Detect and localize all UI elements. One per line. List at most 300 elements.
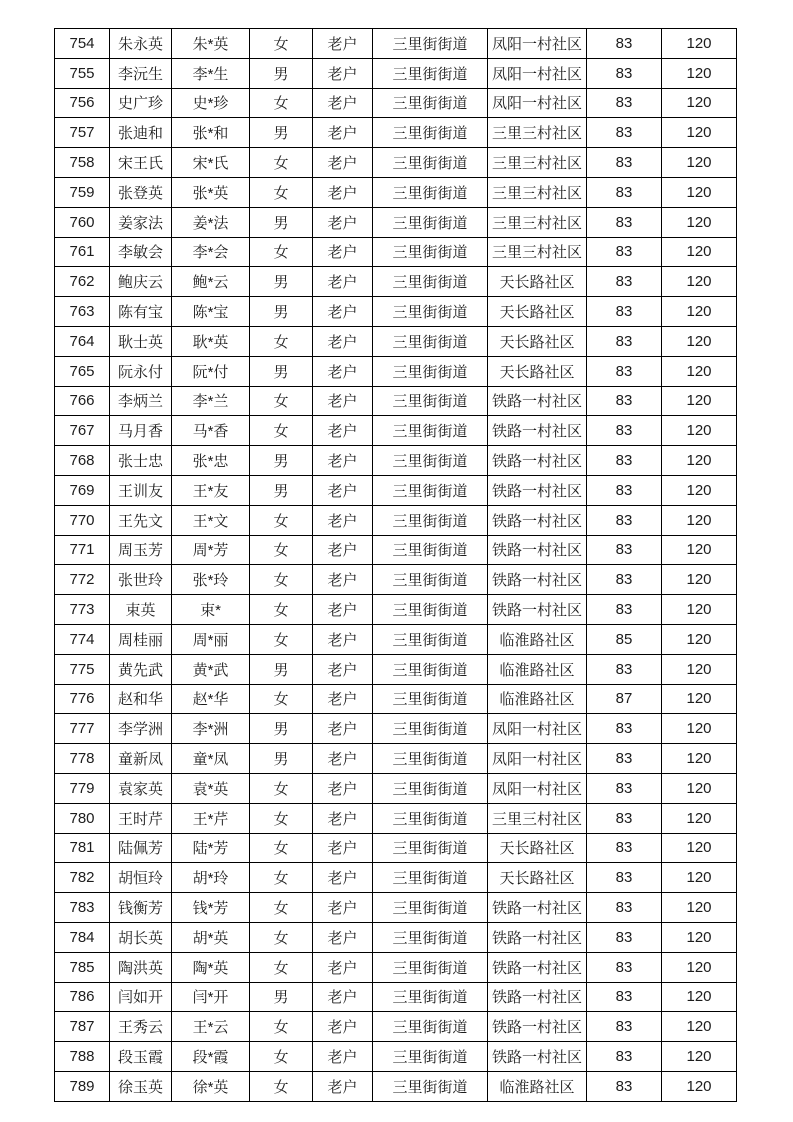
row-no-cell: 765	[55, 356, 110, 386]
community-cell: 三里三村社区	[488, 237, 587, 267]
value1-cell: 83	[587, 863, 662, 893]
masked-name-cell: 陆*芳	[172, 833, 250, 863]
name-cell: 段玉霞	[110, 1042, 172, 1072]
masked-name-cell: 张*玲	[172, 565, 250, 595]
row-no-cell: 756	[55, 88, 110, 118]
household-type-cell: 老户	[313, 595, 373, 625]
name-cell: 张登英	[110, 177, 172, 207]
name-cell: 王秀云	[110, 1012, 172, 1042]
value2-cell: 120	[662, 1042, 737, 1072]
community-cell: 天长路社区	[488, 833, 587, 863]
table-row	[55, 58, 737, 88]
street-cell: 三里街街道	[373, 624, 488, 654]
masked-name-cell: 耿*英	[172, 326, 250, 356]
gender-cell: 男	[250, 297, 313, 327]
street-cell: 三里街街道	[373, 446, 488, 476]
name-cell: 王先文	[110, 505, 172, 535]
masked-name-cell: 闫*开	[172, 982, 250, 1012]
value2-cell: 120	[662, 475, 737, 505]
gender-cell: 女	[250, 386, 313, 416]
street-cell: 三里街街道	[373, 267, 488, 297]
name-cell: 宋王氏	[110, 148, 172, 178]
community-cell: 凤阳一村社区	[488, 58, 587, 88]
masked-name-cell: 马*香	[172, 416, 250, 446]
value1-cell: 83	[587, 416, 662, 446]
household-type-cell: 老户	[313, 267, 373, 297]
household-type-cell: 老户	[313, 386, 373, 416]
table-row	[55, 833, 737, 863]
table-row	[55, 267, 737, 297]
household-type-cell: 老户	[313, 1071, 373, 1101]
gender-cell: 男	[250, 118, 313, 148]
row-no-cell: 789	[55, 1071, 110, 1101]
masked-name-cell: 钱*芳	[172, 893, 250, 923]
table-row	[55, 118, 737, 148]
street-cell: 三里街街道	[373, 1012, 488, 1042]
value2-cell: 120	[662, 654, 737, 684]
value2-cell: 120	[662, 624, 737, 654]
household-type-cell: 老户	[313, 803, 373, 833]
masked-name-cell: 张*英	[172, 177, 250, 207]
name-cell: 李敏会	[110, 237, 172, 267]
row-no-cell: 766	[55, 386, 110, 416]
street-cell: 三里街街道	[373, 88, 488, 118]
value1-cell: 87	[587, 684, 662, 714]
gender-cell: 女	[250, 1012, 313, 1042]
value1-cell: 83	[587, 118, 662, 148]
value2-cell: 120	[662, 714, 737, 744]
row-no-cell: 779	[55, 773, 110, 803]
row-no-cell: 769	[55, 475, 110, 505]
row-no-cell: 770	[55, 505, 110, 535]
community-cell: 铁路一村社区	[488, 475, 587, 505]
community-cell: 凤阳一村社区	[488, 744, 587, 774]
street-cell: 三里街街道	[373, 386, 488, 416]
gender-cell: 男	[250, 982, 313, 1012]
value1-cell: 83	[587, 922, 662, 952]
table-row	[55, 714, 737, 744]
gender-cell: 女	[250, 177, 313, 207]
community-cell: 铁路一村社区	[488, 595, 587, 625]
name-cell: 朱永英	[110, 29, 172, 59]
row-no-cell: 774	[55, 624, 110, 654]
masked-name-cell: 周*丽	[172, 624, 250, 654]
masked-name-cell: 李*会	[172, 237, 250, 267]
value1-cell: 83	[587, 654, 662, 684]
masked-name-cell: 胡*英	[172, 922, 250, 952]
community-cell: 三里三村社区	[488, 207, 587, 237]
community-cell: 铁路一村社区	[488, 1012, 587, 1042]
value1-cell: 83	[587, 565, 662, 595]
name-cell: 陶洪英	[110, 952, 172, 982]
row-no-cell: 786	[55, 982, 110, 1012]
household-type-cell: 老户	[313, 744, 373, 774]
name-cell: 胡长英	[110, 922, 172, 952]
row-no-cell: 781	[55, 833, 110, 863]
table-row	[55, 654, 737, 684]
table-row	[55, 952, 737, 982]
name-cell: 鲍庆云	[110, 267, 172, 297]
name-cell: 李学洲	[110, 714, 172, 744]
gender-cell: 女	[250, 1071, 313, 1101]
masked-name-cell: 阮*付	[172, 356, 250, 386]
gender-cell: 女	[250, 535, 313, 565]
row-no-cell: 771	[55, 535, 110, 565]
community-cell: 三里三村社区	[488, 803, 587, 833]
value2-cell: 120	[662, 207, 737, 237]
value1-cell: 83	[587, 833, 662, 863]
street-cell: 三里街街道	[373, 207, 488, 237]
value2-cell: 120	[662, 386, 737, 416]
table-row	[55, 177, 737, 207]
masked-name-cell: 段*霞	[172, 1042, 250, 1072]
street-cell: 三里街街道	[373, 744, 488, 774]
table-row	[55, 416, 737, 446]
name-cell: 姜家法	[110, 207, 172, 237]
table-row	[55, 237, 737, 267]
community-cell: 临淮路社区	[488, 1071, 587, 1101]
masked-name-cell: 张*忠	[172, 446, 250, 476]
name-cell: 王训友	[110, 475, 172, 505]
community-cell: 凤阳一村社区	[488, 88, 587, 118]
value1-cell: 83	[587, 595, 662, 625]
masked-name-cell: 陶*英	[172, 952, 250, 982]
community-cell: 天长路社区	[488, 356, 587, 386]
street-cell: 三里街街道	[373, 177, 488, 207]
value2-cell: 120	[662, 29, 737, 59]
value1-cell: 83	[587, 88, 662, 118]
name-cell: 阮永付	[110, 356, 172, 386]
table-row	[55, 565, 737, 595]
value2-cell: 120	[662, 237, 737, 267]
resident-roster-table	[54, 28, 737, 1102]
name-cell: 徐玉英	[110, 1071, 172, 1101]
value2-cell: 120	[662, 446, 737, 476]
name-cell: 陈有宝	[110, 297, 172, 327]
table-row	[55, 88, 737, 118]
masked-name-cell: 史*珍	[172, 88, 250, 118]
gender-cell: 男	[250, 475, 313, 505]
community-cell: 凤阳一村社区	[488, 29, 587, 59]
value2-cell: 120	[662, 982, 737, 1012]
name-cell: 袁家英	[110, 773, 172, 803]
value2-cell: 120	[662, 595, 737, 625]
household-type-cell: 老户	[313, 684, 373, 714]
household-type-cell: 老户	[313, 356, 373, 386]
household-type-cell: 老户	[313, 118, 373, 148]
row-no-cell: 763	[55, 297, 110, 327]
community-cell: 铁路一村社区	[488, 952, 587, 982]
value2-cell: 120	[662, 803, 737, 833]
masked-name-cell: 李*兰	[172, 386, 250, 416]
masked-name-cell: 胡*玲	[172, 863, 250, 893]
masked-name-cell: 王*友	[172, 475, 250, 505]
community-cell: 天长路社区	[488, 267, 587, 297]
street-cell: 三里街街道	[373, 863, 488, 893]
name-cell: 李炳兰	[110, 386, 172, 416]
masked-name-cell: 周*芳	[172, 535, 250, 565]
row-no-cell: 784	[55, 922, 110, 952]
value2-cell: 120	[662, 505, 737, 535]
value2-cell: 120	[662, 744, 737, 774]
street-cell: 三里街街道	[373, 237, 488, 267]
masked-name-cell: 童*凤	[172, 744, 250, 774]
community-cell: 铁路一村社区	[488, 1042, 587, 1072]
household-type-cell: 老户	[313, 833, 373, 863]
table-row	[55, 297, 737, 327]
row-no-cell: 787	[55, 1012, 110, 1042]
table-row	[55, 505, 737, 535]
value2-cell: 120	[662, 684, 737, 714]
row-no-cell: 785	[55, 952, 110, 982]
community-cell: 三里三村社区	[488, 148, 587, 178]
gender-cell: 女	[250, 148, 313, 178]
household-type-cell: 老户	[313, 714, 373, 744]
street-cell: 三里街街道	[373, 922, 488, 952]
community-cell: 铁路一村社区	[488, 922, 587, 952]
table-row	[55, 1071, 737, 1101]
masked-name-cell: 朱*英	[172, 29, 250, 59]
gender-cell: 女	[250, 952, 313, 982]
row-no-cell: 788	[55, 1042, 110, 1072]
street-cell: 三里街街道	[373, 1071, 488, 1101]
community-cell: 铁路一村社区	[488, 982, 587, 1012]
value1-cell: 83	[587, 982, 662, 1012]
masked-name-cell: 李*生	[172, 58, 250, 88]
table-row	[55, 893, 737, 923]
table-row	[55, 982, 737, 1012]
value1-cell: 83	[587, 207, 662, 237]
value2-cell: 120	[662, 326, 737, 356]
row-no-cell: 780	[55, 803, 110, 833]
household-type-cell: 老户	[313, 773, 373, 803]
household-type-cell: 老户	[313, 148, 373, 178]
household-type-cell: 老户	[313, 1042, 373, 1072]
masked-name-cell: 王*云	[172, 1012, 250, 1042]
gender-cell: 女	[250, 505, 313, 535]
household-type-cell: 老户	[313, 326, 373, 356]
household-type-cell: 老户	[313, 893, 373, 923]
value2-cell: 120	[662, 863, 737, 893]
masked-name-cell: 宋*氏	[172, 148, 250, 178]
household-type-cell: 老户	[313, 654, 373, 684]
household-type-cell: 老户	[313, 922, 373, 952]
value2-cell: 120	[662, 1071, 737, 1101]
row-no-cell: 759	[55, 177, 110, 207]
value1-cell: 83	[587, 1071, 662, 1101]
value2-cell: 120	[662, 952, 737, 982]
row-no-cell: 768	[55, 446, 110, 476]
row-no-cell: 782	[55, 863, 110, 893]
name-cell: 张迪和	[110, 118, 172, 148]
gender-cell: 女	[250, 922, 313, 952]
household-type-cell: 老户	[313, 505, 373, 535]
street-cell: 三里街街道	[373, 505, 488, 535]
value2-cell: 120	[662, 88, 737, 118]
row-no-cell: 755	[55, 58, 110, 88]
value2-cell: 120	[662, 416, 737, 446]
masked-name-cell: 赵*华	[172, 684, 250, 714]
masked-name-cell: 张*和	[172, 118, 250, 148]
value1-cell: 83	[587, 893, 662, 923]
row-no-cell: 773	[55, 595, 110, 625]
street-cell: 三里街街道	[373, 118, 488, 148]
community-cell: 临淮路社区	[488, 654, 587, 684]
household-type-cell: 老户	[313, 297, 373, 327]
row-no-cell: 760	[55, 207, 110, 237]
community-cell: 临淮路社区	[488, 684, 587, 714]
community-cell: 铁路一村社区	[488, 386, 587, 416]
value1-cell: 83	[587, 29, 662, 59]
value2-cell: 120	[662, 833, 737, 863]
value1-cell: 83	[587, 326, 662, 356]
street-cell: 三里街街道	[373, 148, 488, 178]
table-row	[55, 595, 737, 625]
gender-cell: 男	[250, 207, 313, 237]
household-type-cell: 老户	[313, 1012, 373, 1042]
value1-cell: 83	[587, 356, 662, 386]
value2-cell: 120	[662, 267, 737, 297]
household-type-cell: 老户	[313, 446, 373, 476]
street-cell: 三里街街道	[373, 803, 488, 833]
household-type-cell: 老户	[313, 88, 373, 118]
name-cell: 耿士英	[110, 326, 172, 356]
name-cell: 胡恒玲	[110, 863, 172, 893]
value2-cell: 120	[662, 565, 737, 595]
gender-cell: 女	[250, 893, 313, 923]
gender-cell: 女	[250, 803, 313, 833]
street-cell: 三里街街道	[373, 475, 488, 505]
row-no-cell: 767	[55, 416, 110, 446]
value2-cell: 120	[662, 1012, 737, 1042]
name-cell: 童新凤	[110, 744, 172, 774]
table-row	[55, 744, 737, 774]
value2-cell: 120	[662, 297, 737, 327]
name-cell: 李沅生	[110, 58, 172, 88]
name-cell: 黄先武	[110, 654, 172, 684]
household-type-cell: 老户	[313, 177, 373, 207]
street-cell: 三里街街道	[373, 893, 488, 923]
row-no-cell: 775	[55, 654, 110, 684]
gender-cell: 男	[250, 744, 313, 774]
table-row	[55, 1042, 737, 1072]
row-no-cell: 758	[55, 148, 110, 178]
value2-cell: 120	[662, 922, 737, 952]
table-row	[55, 922, 737, 952]
table-row	[55, 624, 737, 654]
masked-name-cell: 徐*英	[172, 1071, 250, 1101]
gender-cell: 女	[250, 326, 313, 356]
value1-cell: 83	[587, 803, 662, 833]
street-cell: 三里街街道	[373, 58, 488, 88]
street-cell: 三里街街道	[373, 356, 488, 386]
gender-cell: 女	[250, 773, 313, 803]
household-type-cell: 老户	[313, 207, 373, 237]
street-cell: 三里街街道	[373, 595, 488, 625]
gender-cell: 女	[250, 595, 313, 625]
street-cell: 三里街街道	[373, 29, 488, 59]
value2-cell: 120	[662, 535, 737, 565]
household-type-cell: 老户	[313, 535, 373, 565]
street-cell: 三里街街道	[373, 952, 488, 982]
name-cell: 王时芹	[110, 803, 172, 833]
community-cell: 凤阳一村社区	[488, 714, 587, 744]
gender-cell: 女	[250, 624, 313, 654]
value1-cell: 83	[587, 952, 662, 982]
value1-cell: 83	[587, 58, 662, 88]
street-cell: 三里街街道	[373, 684, 488, 714]
table-body	[55, 29, 737, 1102]
value2-cell: 120	[662, 177, 737, 207]
table-row	[55, 148, 737, 178]
community-cell: 铁路一村社区	[488, 446, 587, 476]
name-cell: 马月香	[110, 416, 172, 446]
table-row	[55, 535, 737, 565]
masked-name-cell: 鲍*云	[172, 267, 250, 297]
table-row	[55, 356, 737, 386]
community-cell: 铁路一村社区	[488, 565, 587, 595]
street-cell: 三里街街道	[373, 773, 488, 803]
value1-cell: 83	[587, 475, 662, 505]
gender-cell: 男	[250, 58, 313, 88]
community-cell: 铁路一村社区	[488, 505, 587, 535]
gender-cell: 男	[250, 654, 313, 684]
gender-cell: 男	[250, 714, 313, 744]
household-type-cell: 老户	[313, 982, 373, 1012]
street-cell: 三里街街道	[373, 297, 488, 327]
gender-cell: 女	[250, 237, 313, 267]
table-row	[55, 1012, 737, 1042]
value1-cell: 83	[587, 714, 662, 744]
community-cell: 天长路社区	[488, 863, 587, 893]
street-cell: 三里街街道	[373, 654, 488, 684]
row-no-cell: 776	[55, 684, 110, 714]
table-row	[55, 326, 737, 356]
value1-cell: 85	[587, 624, 662, 654]
street-cell: 三里街街道	[373, 714, 488, 744]
masked-name-cell: 黄*武	[172, 654, 250, 684]
row-no-cell: 772	[55, 565, 110, 595]
community-cell: 凤阳一村社区	[488, 773, 587, 803]
value2-cell: 120	[662, 148, 737, 178]
community-cell: 三里三村社区	[488, 177, 587, 207]
row-no-cell: 762	[55, 267, 110, 297]
row-no-cell: 764	[55, 326, 110, 356]
value1-cell: 83	[587, 744, 662, 774]
masked-name-cell: 束*	[172, 595, 250, 625]
name-cell: 周玉芳	[110, 535, 172, 565]
table-row	[55, 446, 737, 476]
household-type-cell: 老户	[313, 29, 373, 59]
name-cell: 束英	[110, 595, 172, 625]
gender-cell: 男	[250, 356, 313, 386]
street-cell: 三里街街道	[373, 416, 488, 446]
row-no-cell: 754	[55, 29, 110, 59]
masked-name-cell: 李*洲	[172, 714, 250, 744]
gender-cell: 男	[250, 446, 313, 476]
value1-cell: 83	[587, 446, 662, 476]
value1-cell: 83	[587, 267, 662, 297]
name-cell: 张士忠	[110, 446, 172, 476]
gender-cell: 女	[250, 416, 313, 446]
masked-name-cell: 陈*宝	[172, 297, 250, 327]
table-row	[55, 475, 737, 505]
name-cell: 钱衡芳	[110, 893, 172, 923]
community-cell: 铁路一村社区	[488, 535, 587, 565]
name-cell: 陆佩芳	[110, 833, 172, 863]
value1-cell: 83	[587, 237, 662, 267]
community-cell: 天长路社区	[488, 326, 587, 356]
